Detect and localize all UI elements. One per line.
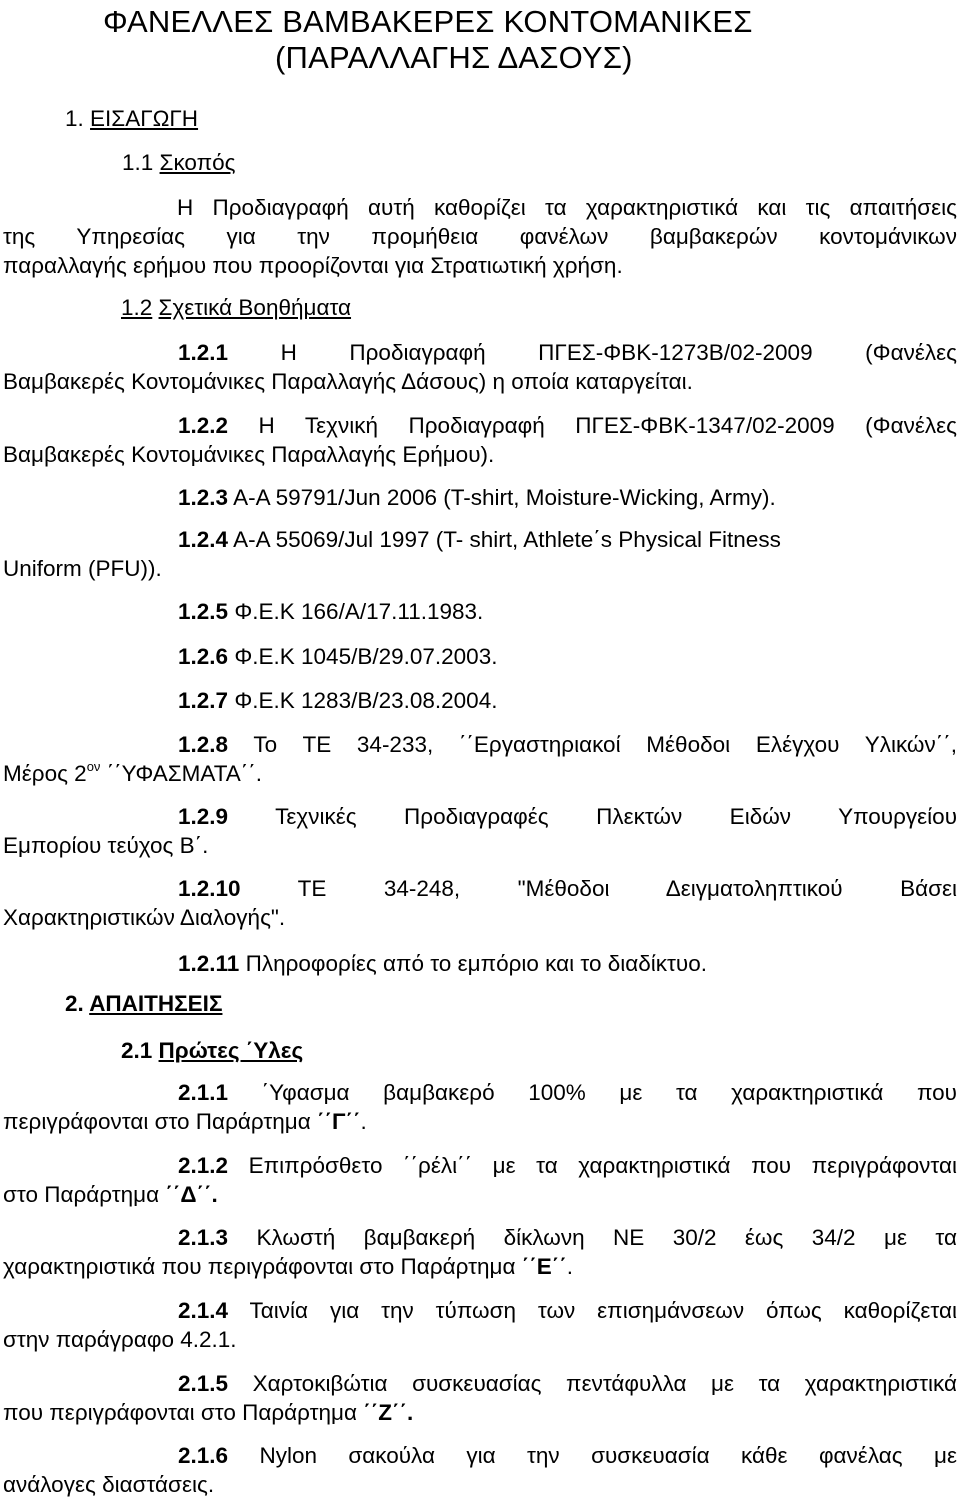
- item-text: Εμπορίου τεύχος Β΄.: [3, 833, 209, 858]
- section-label: ΑΠΑΙΤΗΣΕΙΣ: [89, 991, 223, 1016]
- item-number: 2.1.2: [178, 1153, 229, 1178]
- section-1-heading: [65, 104, 198, 133]
- section-label: Σκοπός: [159, 150, 236, 175]
- appendix-ref: ΄΄Γ΄΄: [316, 1109, 361, 1134]
- item-text: περιγράφονται στο Παράρτημα: [3, 1109, 317, 1134]
- paragraph-line: παραλλαγής ερήμου που προορίζονται για Στρατιωτική χρήση.: [3, 253, 623, 278]
- section-2-1-heading: [121, 1036, 303, 1065]
- item-text: A-A 55069/Jul 1997 (T- shirt, Athlete΄s Physical Fitness: [233, 527, 781, 552]
- item-number: 1.2.4: [178, 527, 229, 552]
- item-text: Ταινία για την τύπωση των επισημάνσεων όπως καθορίζεται: [249, 1298, 957, 1323]
- section-2-heading: [65, 989, 222, 1018]
- section-number: 1.: [65, 106, 84, 131]
- title-line-2: (ΠΑΡΑΛΛΑΓΗΣ ΔΑΣΟΥΣ): [275, 40, 633, 75]
- item-number: 1.2.11: [178, 951, 240, 976]
- item-text: Πληροφορίες από το εμπόριο και το διαδίκτυο.: [245, 951, 707, 976]
- appendix-ref: ΄΄Ε΄΄: [521, 1254, 567, 1279]
- document-title: [103, 4, 753, 76]
- item-number: 1.2.10: [178, 876, 241, 901]
- item-number: 2.1.5: [178, 1371, 229, 1396]
- item-text: ΤΕ 34-248, "Μέθοδοι Δειγματοληπτικού Βάσει: [297, 876, 957, 901]
- requirement-2-1-5: [3, 1369, 957, 1427]
- section-label: Σχετικά Βοηθήματα: [158, 295, 352, 320]
- item-text: ΄΄ΥΦΑΣΜΑΤΑ΄΄.: [100, 761, 263, 786]
- section-1-1-heading: [122, 148, 236, 177]
- requirement-2-1-4: [3, 1296, 957, 1354]
- requirement-2-1-2: [3, 1151, 957, 1209]
- item-text: Φ.Ε.Κ 1045/Β/29.07.2003.: [234, 644, 498, 669]
- item-text: Η Τεχνική Προδιαγραφή ΠΓΕΣ-ΦΒΚ-1347/02-2009 (Φανέλες: [258, 413, 957, 438]
- item-text: Επιπρόσθετο ΄΄ρέλι΄΄ με τα χαρακτηριστικά που περιγράφονται: [248, 1153, 957, 1178]
- item-number: 1.2.2: [178, 413, 229, 438]
- reference-1-2-4: [3, 525, 957, 583]
- item-text: στην παράγραφο 4.2.1.: [3, 1327, 237, 1352]
- title-line-1: ΦΑΝΕΛΛΕΣ ΒΑΜΒΑΚΕΡΕΣ ΚΟΝΤΟΜΑΝΙΚΕΣ: [103, 4, 753, 39]
- section-label: ΕΙΣΑΓΩΓΗ: [90, 106, 199, 131]
- appendix-ref: ΄΄Ζ΄΄.: [363, 1400, 414, 1425]
- section-number: 1.1: [122, 150, 154, 175]
- item-text: που περιγράφονται στο Παράρτημα: [3, 1400, 364, 1425]
- paragraph-line: της Υπηρεσίας για την προμήθεια φανέλων βαμβακερών κοντομάνικων: [3, 224, 957, 249]
- item-text: Nylon σακούλα για την συσκευασία κάθε φανέλας με: [259, 1443, 957, 1468]
- item-text: Η Προδιαγραφή ΠΓΕΣ-ΦΒΚ-1273Β/02-2009 (Φανέλες: [280, 340, 957, 365]
- item-text: στο Παράρτημα: [3, 1182, 166, 1207]
- item-number: 1.2.7: [178, 688, 229, 713]
- reference-1-2-10: [3, 874, 957, 932]
- requirement-2-1-6: [3, 1441, 957, 1499]
- item-text: Φ.Ε.Κ 1283/Β/23.08.2004.: [234, 688, 498, 713]
- reference-1-2-1: [3, 338, 957, 396]
- item-number: 2.1.3: [178, 1225, 229, 1250]
- section-number: 2.: [65, 991, 84, 1016]
- reference-1-2-11: [178, 949, 707, 978]
- item-text: A-A 59791/Jun 2006 (T-shirt, Moisture-Wicking, Army).: [233, 485, 776, 510]
- item-text: ΄Υφασμα βαμβακερό 100% με τα χαρακτηριστικά που: [261, 1080, 957, 1105]
- item-text: .: [360, 1109, 367, 1134]
- reference-1-2-3: [178, 483, 776, 512]
- item-text: ανάλογες διαστάσεις.: [3, 1472, 215, 1497]
- item-number: 1.2.9: [178, 804, 229, 829]
- item-text: Βαμβακερές Κοντομάνικες Παραλλαγής Ερήμου).: [3, 442, 495, 467]
- section-number: 1.2: [121, 295, 153, 320]
- reference-1-2-2: [3, 411, 957, 469]
- section-number: 2.1: [121, 1038, 153, 1063]
- item-number: 2.1.6: [178, 1443, 229, 1468]
- item-number: 1.2.8: [178, 732, 229, 757]
- item-number: 2.1.1: [178, 1080, 229, 1105]
- appendix-ref: ΄΄Δ΄΄.: [165, 1182, 218, 1207]
- item-number: 1.2.1: [178, 340, 229, 365]
- paragraph-line: Η Προδιαγραφή αυτή καθορίζει τα χαρακτηριστικά και τις απαιτήσεις: [177, 195, 957, 220]
- item-text: Βαμβακερές Κοντομάνικες Παραλλαγής Δάσους) η οποία καταργείται.: [3, 369, 693, 394]
- item-text: Το ΤΕ 34-233, ΄΄Εργαστηριακοί Μέθοδοι Ελέγχου Υλικών΄΄,: [253, 732, 957, 757]
- item-number: 1.2.3: [178, 485, 229, 510]
- item-number: 1.2.5: [178, 599, 229, 624]
- item-text: χαρακτηριστικά που περιγράφονται στο Παράρτημα: [3, 1254, 522, 1279]
- section-label: Πρώτες ΄Υλες: [158, 1038, 304, 1063]
- reference-1-2-6: [178, 642, 497, 671]
- item-text: Μέρος 2: [3, 761, 87, 786]
- item-text: .: [566, 1254, 573, 1279]
- item-text: Χαρτοκιβώτια συσκευασίας πεντάφυλλα με τα χαρακτηριστικά: [252, 1371, 957, 1396]
- reference-1-2-8: [3, 730, 957, 788]
- item-text: Κλωστή βαμβακερή δίκλωνη ΝΕ 30/2 έως 34/2 με τα: [256, 1225, 957, 1250]
- item-text: Χαρακτηριστικών Διαλογής".: [3, 905, 286, 930]
- requirement-2-1-3: [3, 1223, 957, 1281]
- superscript: ον: [86, 758, 101, 774]
- item-text: Φ.Ε.Κ 166/Α/17.11.1983.: [234, 599, 484, 624]
- item-text: Uniform (PFU)).: [3, 556, 162, 581]
- requirement-2-1-1: [3, 1078, 957, 1136]
- section-1-2-heading: [121, 293, 351, 322]
- purpose-paragraph: [3, 193, 957, 280]
- item-text: Τεχνικές Προδιαγραφές Πλεκτών Ειδών Υπουργείου: [275, 804, 957, 829]
- reference-1-2-7: [178, 686, 497, 715]
- item-number: 2.1.4: [178, 1298, 229, 1323]
- reference-1-2-5: [178, 597, 483, 626]
- reference-1-2-9: [3, 802, 957, 860]
- item-number: 1.2.6: [178, 644, 229, 669]
